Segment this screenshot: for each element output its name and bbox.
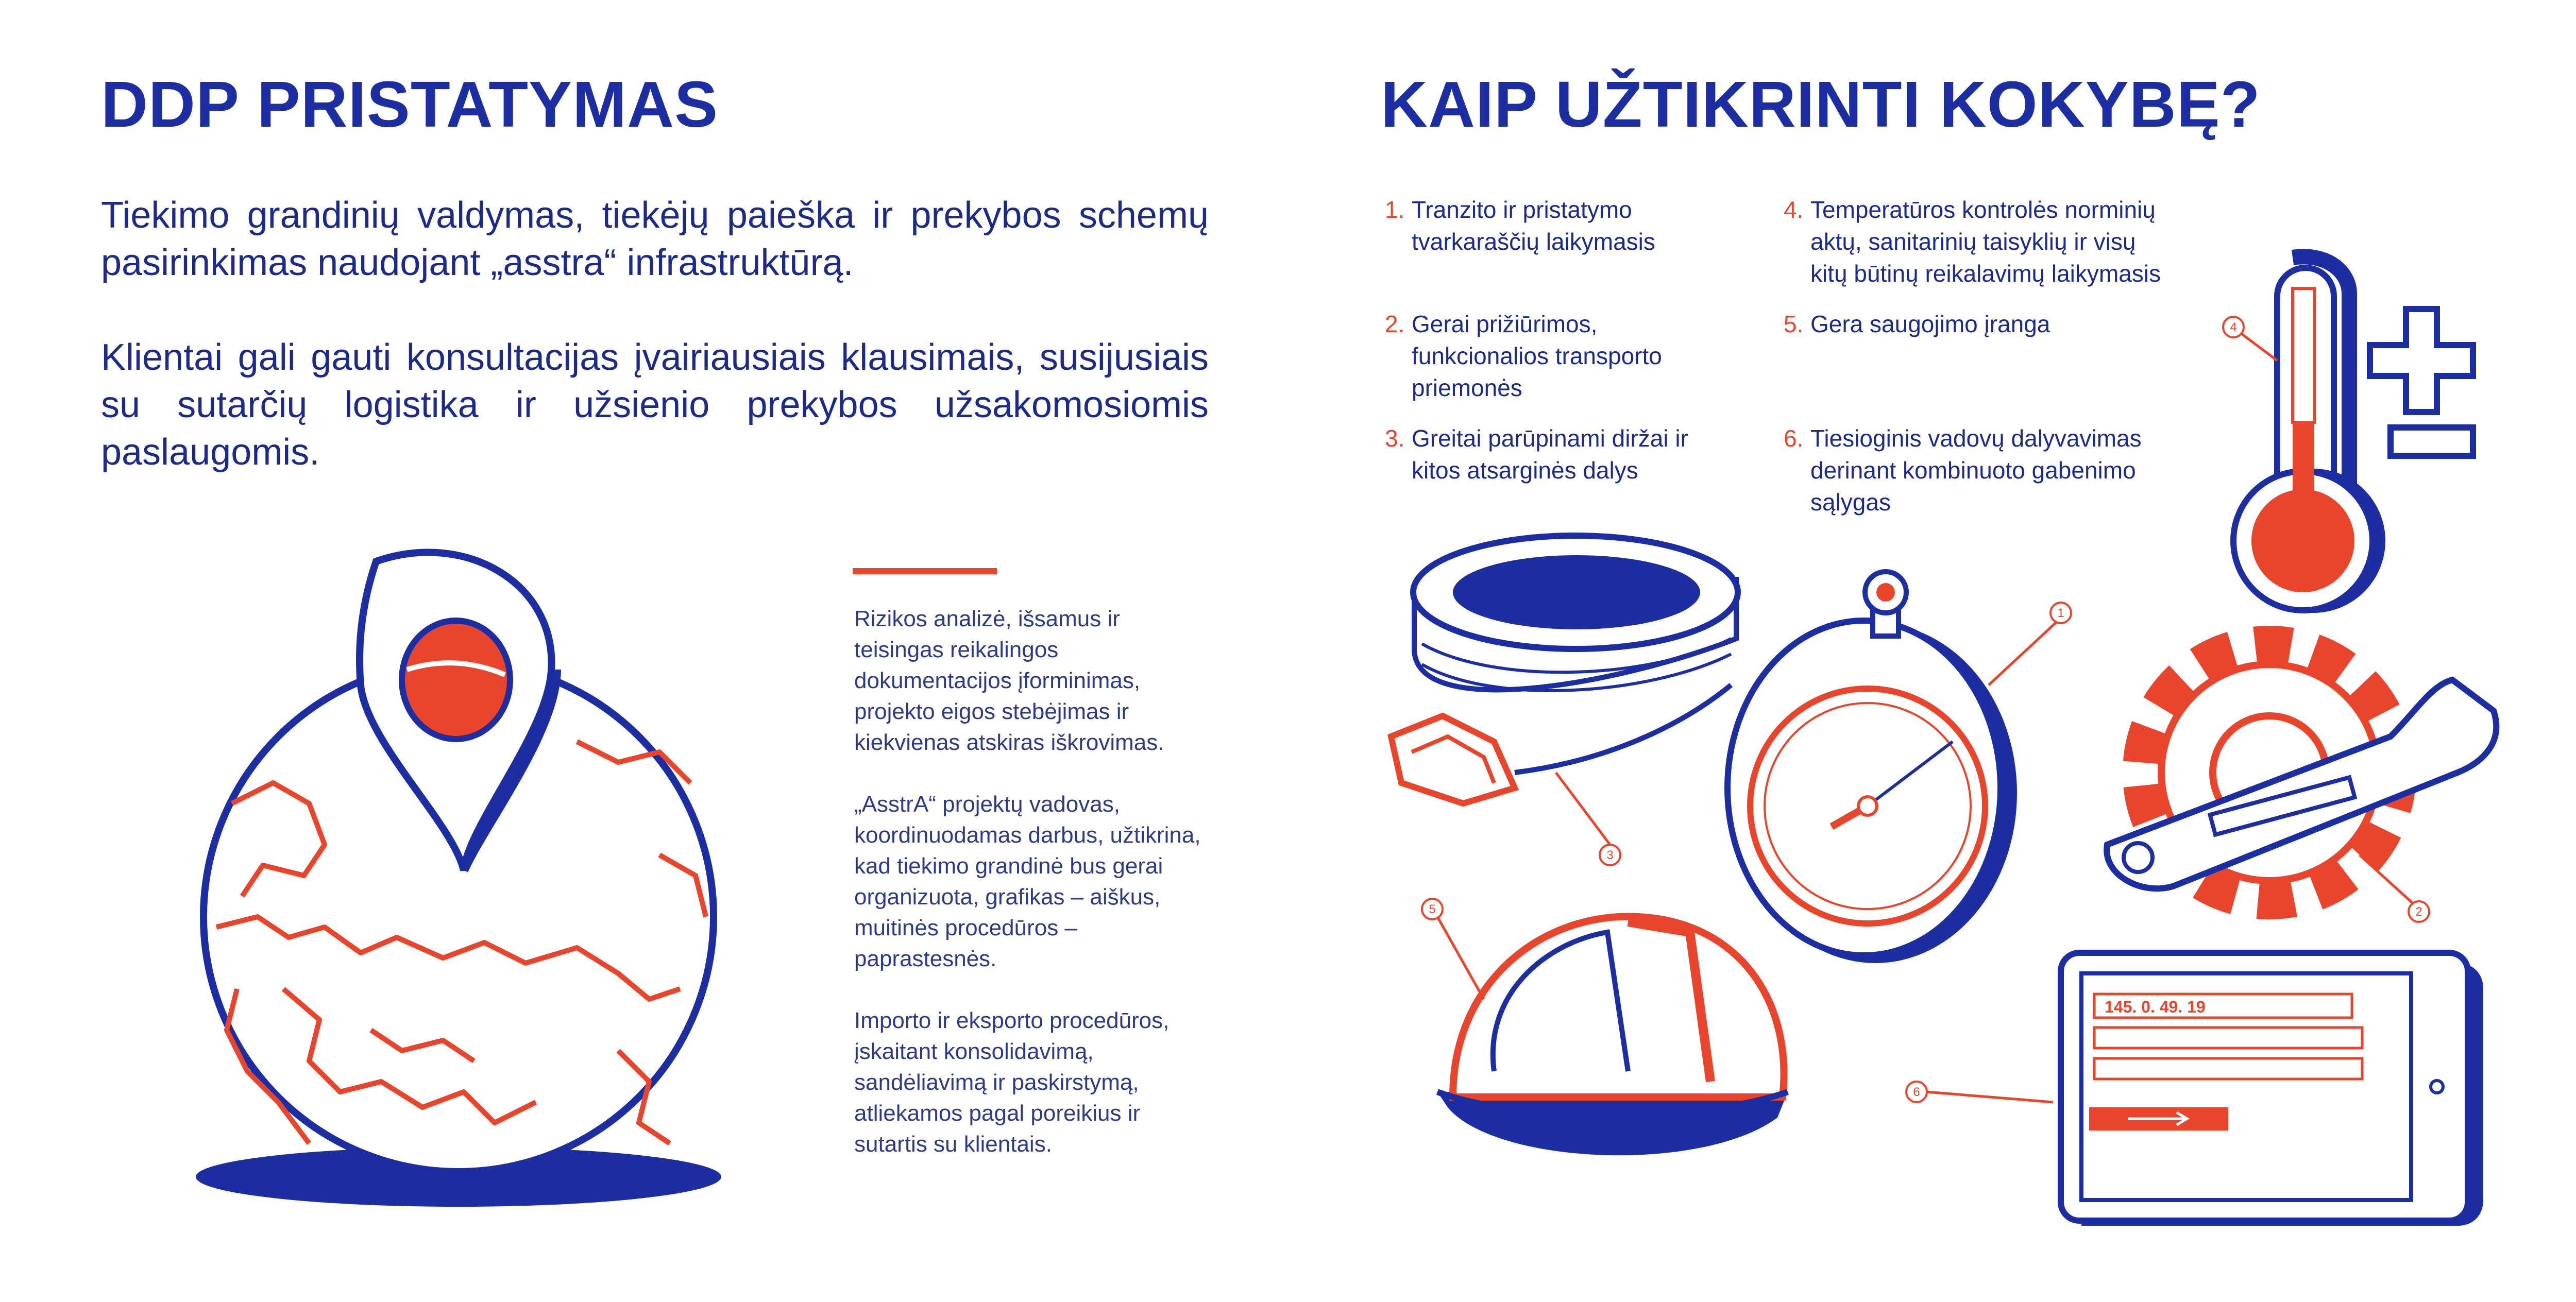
tablet-field-value: 145. 0. 49. 19	[2105, 998, 2206, 1016]
quality-item-text: Tranzito ir pristatymo tvarkaraščių laikymasis	[1412, 196, 1655, 255]
side-paragraph-2: „AsstrA“ projektų vadovas, koordinuodamas darbus, užtikrina, kad tiekimo grandinė bus gerai organizuota, grafikas – aiškus, muitinės procedūros – paprastesnės.	[854, 792, 1201, 971]
left-title: DDP PRISTATYMAS	[101, 68, 719, 141]
quality-item-number: 3.	[1385, 425, 1405, 452]
callout-4: 4	[2230, 320, 2237, 334]
quality-item-text: Gera saugojimo įranga	[1810, 311, 2050, 337]
quality-item-number: 1.	[1385, 196, 1405, 223]
quality-item-number: 6.	[1784, 425, 1804, 452]
quality-illustrations	[1350, 227, 2576, 1257]
callout-3: 3	[1606, 848, 1614, 862]
intro-paragraph-2: Klientai gali gauti konsultacijas įvairiausiais klausimais, susijusiais su sutarčių logistika ir užsienio prekybos užsakomosiomis paslaugomis.	[101, 337, 1209, 473]
quality-item-number: 4.	[1784, 196, 1804, 223]
stopwatch-icon	[1727, 572, 2071, 963]
belt-strap-icon	[1391, 536, 1738, 865]
quality-item-text: Tiesioginis vadovų dalyvavimas derinant kombinuoto gabenimo sąlygas	[1810, 425, 2142, 516]
callout-5: 5	[1429, 902, 1436, 916]
side-paragraph-1: Rizikos analizė, išsamus ir teisingas reikalingos dokumentacijos įforminimas, projekto eigos stebėjimas ir kiekvienas atskiras iškrovimas.	[854, 606, 1164, 755]
callout-6: 6	[1913, 1085, 1920, 1099]
quality-item-number: 5.	[1784, 311, 1804, 337]
hard-hat-icon	[1422, 899, 1788, 1155]
quality-item-text: Gerai prižiūrimos, funkcionalios transporto priemonės	[1412, 311, 1662, 401]
quality-item-text: Greitai parūpinami diržai ir kitos atsarginės dalys	[1412, 425, 1688, 484]
intro-paragraph-1: Tiekimo grandinių valdymas, tiekėjų paieška ir prekybos schemų pasirinkimas naudojant „asstra“ infrastruktūrą.	[101, 195, 1209, 283]
right-title: KAIP UŽTIKRINTI KOKYBĘ?	[1381, 68, 2261, 141]
thermometer-icon	[2223, 256, 2473, 613]
quality-item-text: Temperatūros kontrolės norminių aktų, sanitarinių taisyklių ir visų kitų būtinų reikalavimų laikymasis	[1810, 196, 2161, 287]
callout-2: 2	[2415, 905, 2422, 919]
callout-1: 1	[2057, 606, 2064, 620]
gear-wrench-icon	[2107, 644, 2496, 922]
quality-item-number: 2.	[1385, 311, 1405, 337]
side-paragraph-3: Importo ir eksporto procedūros, įskaitant konsolidavimą, sandėliavimą ir paskirstymą, atliekamos pagal poreikius ir sutartis su klientais.	[854, 1008, 1170, 1157]
tablet-form-icon	[1906, 953, 2483, 1226]
